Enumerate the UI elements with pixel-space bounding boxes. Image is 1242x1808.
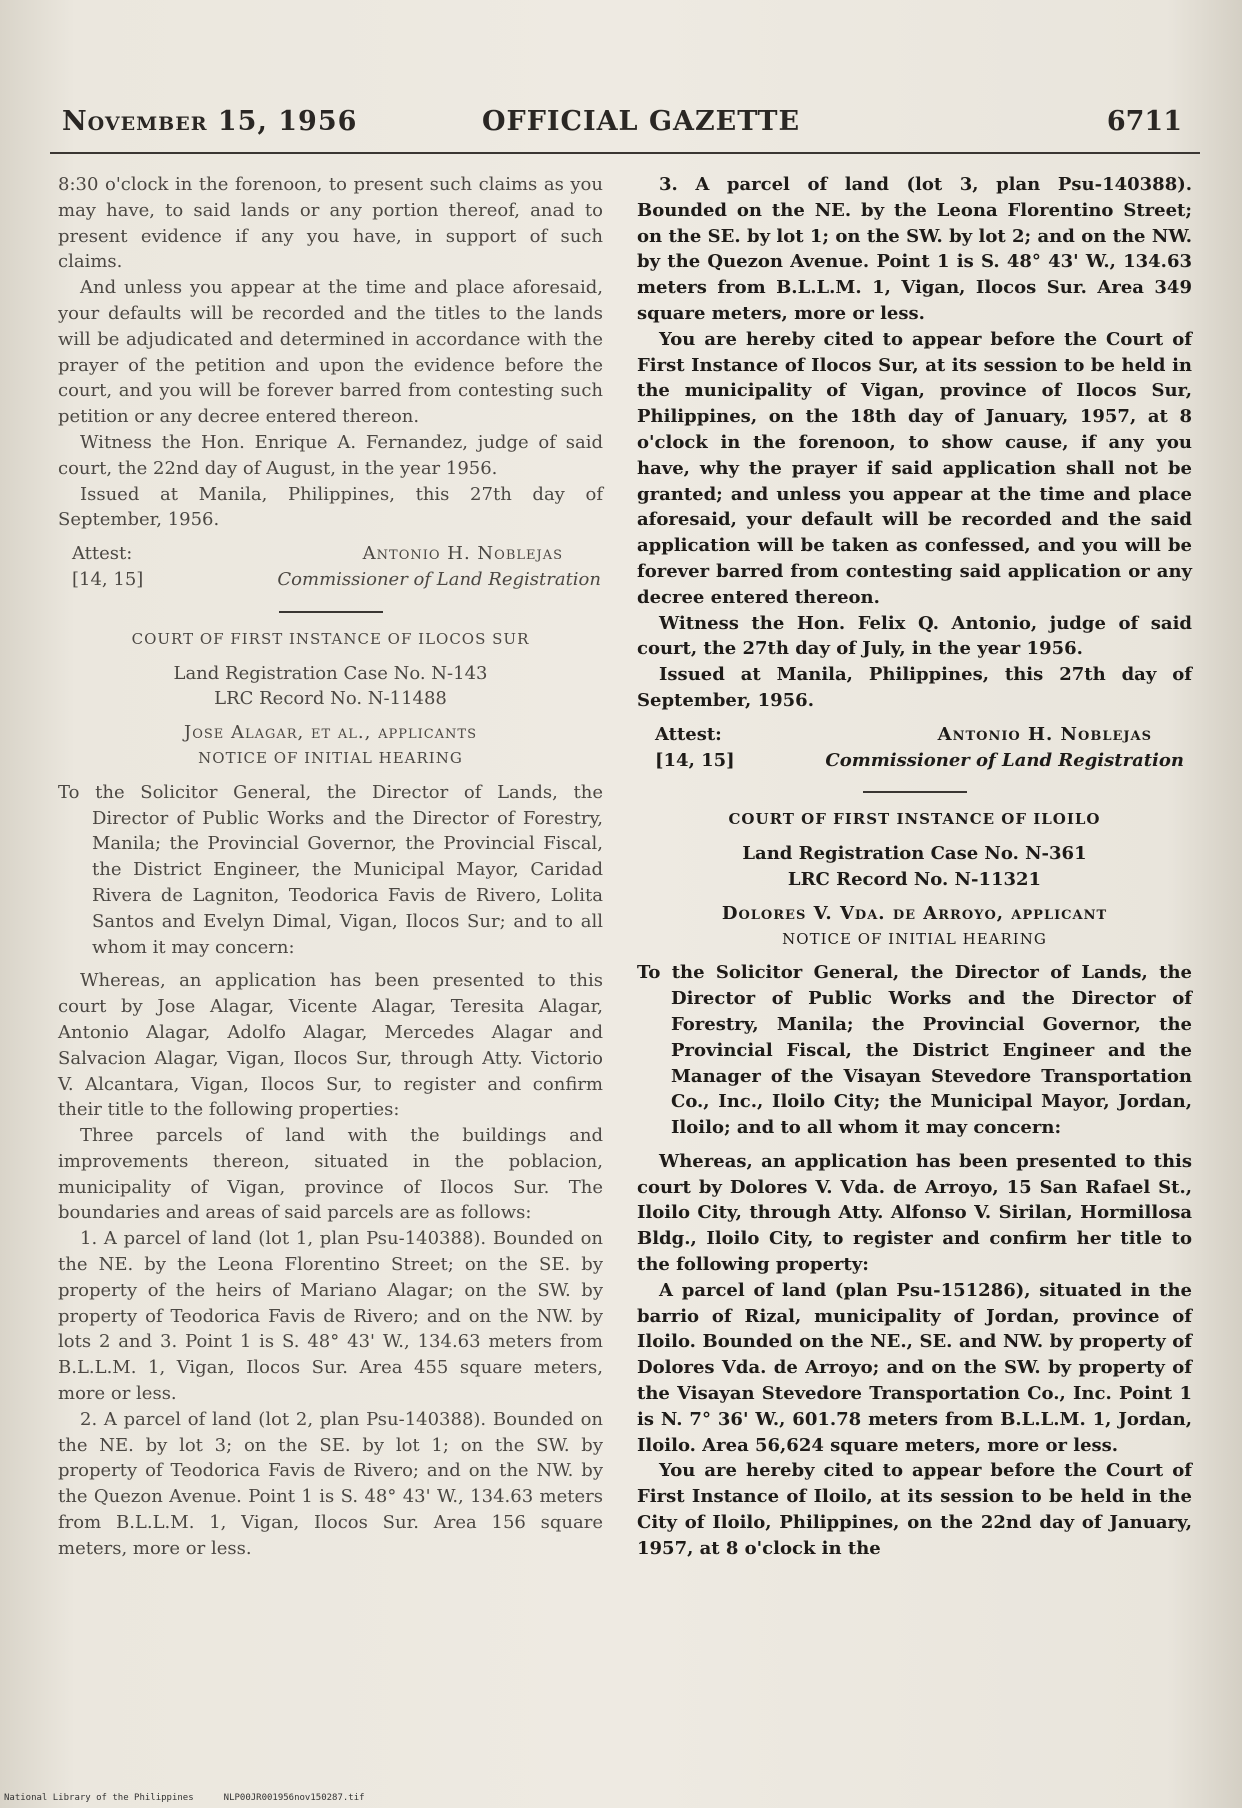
left-paragraph-7: 1. A parcel of land (lot 1, plan Psu-140388). Bounded on the NE. by the Leona Florentino Street; on the SE. by property of the heirs of Mariano Alagar; on the SW. by property of Teodorica Favis de Rivero; and on the NW. by lots 2 and 3. Point 1 is S. 48° 43' W., 134.63 meters from B.L.L.M. 1, Vigan, Ilocos Sur. Area 455 square meters, more or less. <box>58 1228 603 1405</box>
right-attest-name: Antonio H. Noblejas <box>937 723 1152 745</box>
footer-file: NLP00JR001956nov150287.tif <box>223 1793 365 1803</box>
left-applicants: Jose Alagar, et al., applicants <box>183 722 478 744</box>
left-addressees: To the Solicitor General, the Director of Lands, the Director of Public Works and the Director of Forestry, Manila; the Provincial Governor, the Provincial Fiscal, the District Engineer, the Municipal Mayor, Caridad Rivera de Lagniton, Teodorica Favis de Rivero, Lolita Santos and Evelyn Dimal, Vigan, Ilocos Sur; and to all whom it may concern: <box>58 781 603 958</box>
left-attest-name: Antonio H. Noblejas <box>362 543 563 565</box>
right-court-heading: COURT OF FIRST INSTANCE OF ILOILO <box>728 810 1101 829</box>
right-attest-line-2 <box>637 748 1192 774</box>
left-paragraph-5: Whereas, an application has been presented to this court by Jose Alagar, Vicente Alagar, Teresita Alagar, Antonio Alagar, Adolfo Alagar, Mercedes Alagar and Salvacion Alagar, Vigan, Ilocos Sur, through Atty. Victorio V. Alcantara, Vigan, Ilocos Sur, to register and confirm their title to the following properties: <box>58 970 603 1121</box>
left-attest-ref: [14, 15] <box>72 568 144 590</box>
header-title: OFFICIAL GAZETTE <box>482 106 801 137</box>
right-column <box>637 172 1192 1562</box>
right-paragraph-6: A parcel of land (plan Psu-151286), situated in the barrio of Rizal, municipality of Jordan, province of Iloilo. Bounded on the NE., SE. and NW. by property of Dolores Vda. de Arroyo; and on the SW. by property of the Visayan Stevedore Transportation Co., Inc. Point 1 is N. 7° 36' W., 601.78 meters from B.L.L.M. 1, Jordan, Iloilo. Area 56,624 square meters, more or less. <box>637 1279 1192 1456</box>
right-paragraph-3: Witness the Hon. Felix Q. Antonio, judge of said court, the 27th day of July, in the year 1956. <box>637 612 1192 660</box>
header-date: November 15, 1956 <box>62 106 358 137</box>
right-lrc-record: LRC Record No. N-11321 <box>787 868 1042 890</box>
right-attest-line <box>637 722 1192 748</box>
right-paragraph-5: Whereas, an application has been presented to this court by Dolores V. Vda. de Arroyo, 15 San Rafael St., Iloilo City, through Atty. Alfonso V. Sirilan, Hormillosa Bldg., Iloilo City, to register and confirm her title to the following property: <box>637 1150 1192 1276</box>
scan-footer <box>4 1793 365 1803</box>
left-attest-label: Attest: <box>72 543 133 565</box>
right-paragraph-1: 3. A parcel of land (lot 3, plan Psu-140388). Bounded on the NE. by the Leona Florentino Street; on the SE. by lot 1; on the SW. by lot 2; and on the NW. by the Quezon Avenue. Point 1 is S. 48° 43' W., 134.63 meters from B.L.L.M. 1, Vigan, Ilocos Sur. Area 349 square meters, more or less. <box>637 174 1192 324</box>
right-addressees: To the Solicitor General, the Director of Lands, the Director of Public Works and the Director of Forestry, Manila; the Provincial Governor, the Provincial Fiscal, the District Engineer and the Manager of the Visayan Stevedore Transportation Co., Inc., Iloilo City; the Municipal Mayor, Jordan, Iloilo; and to all whom it may concern: <box>637 962 1192 1139</box>
left-column <box>58 172 603 1562</box>
header-rule <box>50 152 1200 154</box>
right-attest-title: Commissioner of Land Registration <box>825 749 1184 771</box>
left-court-heading: COURT OF FIRST INSTANCE OF ILOCOS SUR <box>131 629 530 648</box>
right-attest-ref: [14, 15] <box>655 749 735 771</box>
header-page-number: 6711 <box>1106 106 1182 137</box>
right-notice-heading: NOTICE OF INITIAL HEARING <box>782 929 1047 948</box>
left-paragraph-2: And unless you appear at the time and place aforesaid, your defaults will be recorded and the titles to the lands will be adjudicated and determined in accordance with the prayer of the petition and upon the evidence before the court, and you will be forever barred from contesting such petition or any decree entered thereon. <box>58 277 603 428</box>
left-attest-line-2 <box>58 567 603 593</box>
page-header <box>62 100 1182 148</box>
left-lrc-record: LRC Record No. N-11488 <box>214 688 447 710</box>
left-notice-heading: NOTICE OF INITIAL HEARING <box>198 748 463 767</box>
left-paragraph-1: 8:30 o'clock in the forenoon, to present such claims as you may have, to said lands or any portion thereof, anad to present evidence if any you have, in support of such claims. <box>58 174 603 273</box>
right-applicant: Dolores V. Vda. de Arroyo, applicant <box>721 902 1108 924</box>
right-attest-label: Attest: <box>655 723 722 745</box>
left-paragraph-4: Issued at Manila, Philippines, this 27th day of September, 1956. <box>58 483 603 531</box>
left-separator <box>279 611 383 613</box>
left-paragraph-3: Witness the Hon. Enrique A. Fernandez, judge of said court, the 22nd day of August, in the year 1956. <box>58 431 603 479</box>
right-paragraph-7: You are hereby cited to appear before the Court of First Instance of Iloilo, at its session to be held in the City of Iloilo, Philippines, on the 22nd day of January, 1957, at 8 o'clock in the <box>637 1460 1192 1559</box>
left-case-number: Land Registration Case No. N-143 <box>173 662 488 684</box>
left-attest-line <box>58 541 603 567</box>
right-paragraph-2: You are hereby cited to appear before the Court of First Instance of Ilocos Sur, at its session to be held in the municipality of Vigan, province of Ilocos Sur, Philippines, on the 18th day of January, 1957, at 8 o'clock in the forenoon, to show cause, if any you have, why the prayer if said application shall not be granted; and unless you appear at the time and place aforesaid, your default will be recorded and the said application will be taken as confessed, and you will be forever barred from contesting said application or any decree entered thereon. <box>637 328 1192 608</box>
left-paragraph-6: Three parcels of land with the buildings and improvements thereon, situated in the poblacion, municipality of Vigan, province of Ilocos Sur. The boundaries and areas of said parcels are as follows: <box>58 1125 603 1224</box>
left-attest-title: Commissioner of Land Registration <box>277 568 601 590</box>
right-separator <box>863 791 967 793</box>
right-case-number: Land Registration Case No. N-361 <box>742 843 1087 865</box>
right-paragraph-4: Issued at Manila, Philippines, this 27th day of September, 1956. <box>637 664 1192 711</box>
left-paragraph-8: 2. A parcel of land (lot 2, plan Psu-140388). Bounded on the NE. by lot 3; on the SE. by lot 1; on the SW. by property of Teodorica Favis de Rivero; and on the NW. by the Quezon Avenue. Point 1 is S. 48° 43' W., 134.63 meters from B.L.L.M. 1, Vigan, Ilocos Sur. Area 156 square meters, more or less. <box>58 1408 603 1559</box>
footer-library: National Library of the Philippines <box>4 1793 194 1803</box>
